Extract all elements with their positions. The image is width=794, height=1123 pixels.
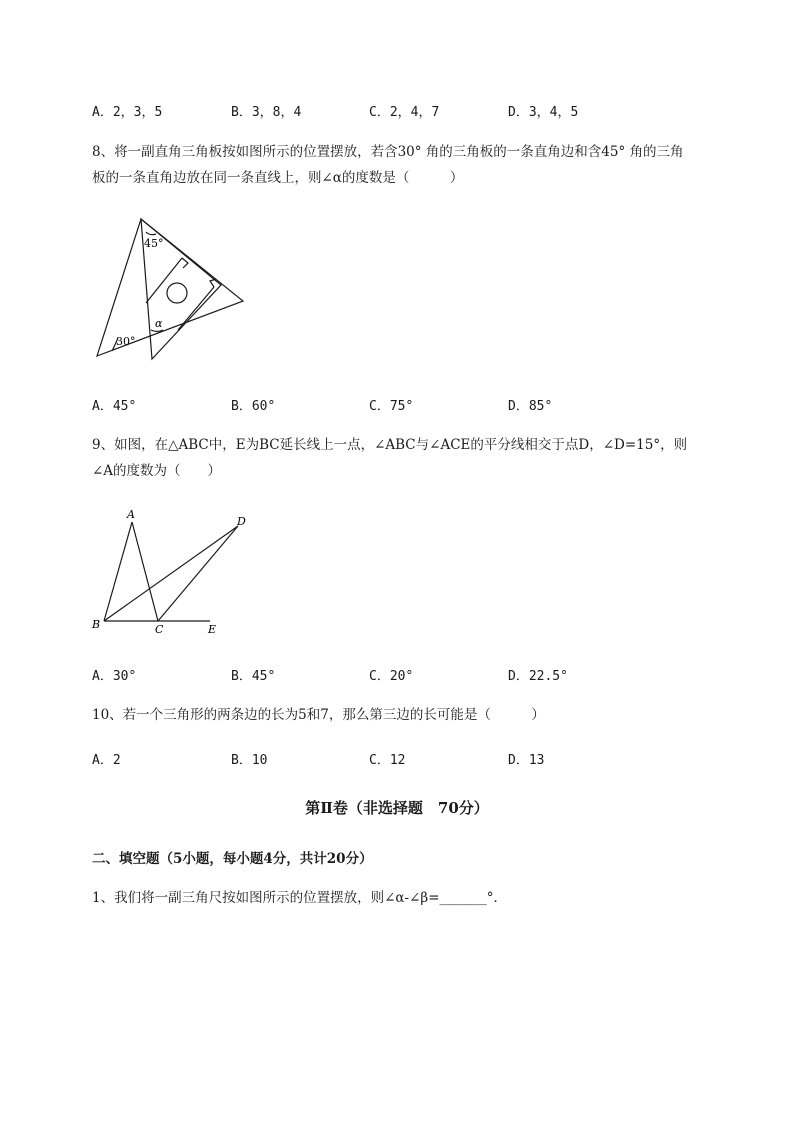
q8-option-d[interactable]: D．85° [508,399,553,414]
q9-label-B: B [92,618,101,631]
q9-line2: ∠A的度数为（ ） [92,463,222,479]
q10-option-a[interactable]: A．2 [92,753,121,768]
q8-option-c[interactable]: C．75° [369,399,414,414]
q9-option-c[interactable]: C．20° [369,669,414,684]
q10-option-c[interactable]: C．12 [369,753,406,768]
q10-option-d[interactable]: D．13 [508,753,545,768]
q8-hole-circle [167,283,187,303]
q9-option-a[interactable]: A．30° [92,669,137,684]
q7-option-a[interactable]: A．2，3，5 [92,105,163,120]
q7-option-d[interactable]: D．3，4，5 [508,105,579,120]
q9-label-D: D [237,515,246,528]
q9-line1: 9、如图，在△ABC中，E为BC延长线上一点，∠ABC与∠ACE的平分线相交于点D，∠D=15°，则 [92,437,688,453]
q9-label-A: A [127,508,135,521]
q8-label-30: 30° [116,335,136,348]
section2-q1 [92,885,752,911]
q8-option-b[interactable]: B．60° [231,399,276,414]
q8-option-a[interactable]: A．45° [92,399,137,414]
q8-figure [90,210,260,370]
q8-line1: 8、将一副直角三角板按如图所示的位置摆放，若含30° 角的三角板的一条直角边和含45° 角的三角 [92,144,684,160]
q9-option-d[interactable]: D．22.5° [508,669,568,684]
q7-option-c[interactable]: C．2，4，7 [369,105,440,120]
q9-label-C: C [155,623,164,636]
q10-option-b[interactable]: B．10 [231,753,268,768]
q9-label-E: E [208,623,217,636]
q9-option-b[interactable]: B．45° [231,669,276,684]
q8-label-45: 45° [144,237,164,250]
q8-line2: 板的一条直角边放在同一条直线上，则∠α的度数是（ ） [92,170,464,186]
q9-figure [88,505,258,640]
section2-subtitle: 二、填空题（5小题，每小题4分，共计20分） [92,851,373,867]
q8-text [92,139,752,191]
q8-label-alpha: α [155,317,163,330]
q9-text [92,432,752,484]
section2-q1-text: 1、我们将一副三角尺按如图所示的位置摆放，则∠α-∠β=_______°． [92,890,508,906]
q10-text [92,702,752,728]
section2-title: 第Ⅱ卷（非选择题 70分） [305,799,489,817]
q10-line1: 10、若一个三角形的两条边的长为5和7，那么第三边的长可能是（ ） [92,707,545,723]
q7-option-b[interactable]: B．3，8，4 [231,105,302,120]
